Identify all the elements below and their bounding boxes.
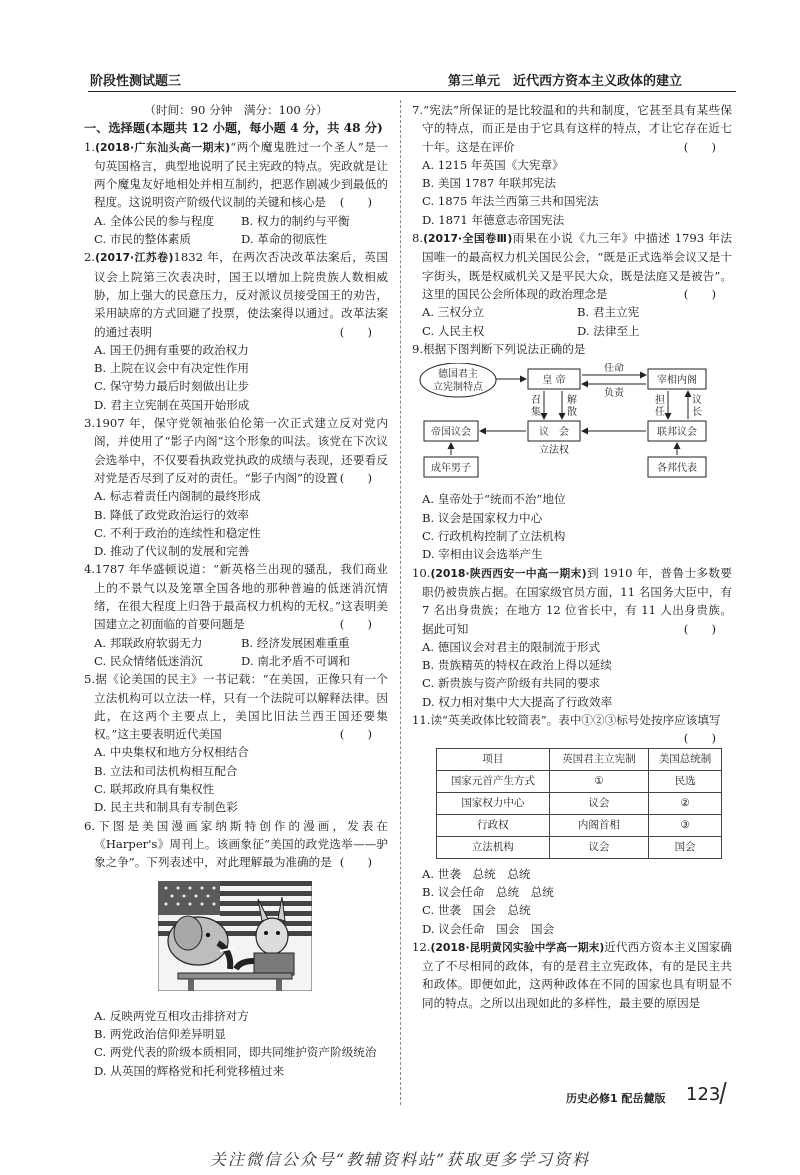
q3-answer-paren: ( ) bbox=[339, 470, 372, 485]
table-row: 项目 英国君主立宪制 美国总统制 bbox=[437, 748, 722, 770]
q4-text: 1787 年华盛顿说道：“新英格兰出现的骚乱，我们商业上的不景气以及笼罩全国各地的那种普遍的低迷消沉情绪，在很大程度上归咎于最高权力机构的无权。”这表明美国建立之初面临的首要问题是 bbox=[94, 562, 388, 632]
q7-text: “宪法”所保证的是比较温和的共和制度，它甚至具有某些保守的特点，而正是由于它具有这样的特点，才让它存在近七十年。这是在评价 bbox=[422, 103, 732, 154]
q12-text: 近代西方资本主义国家确立了不尽相同的政体，有的是君主立宪政体，有的是民主共和政体。即便如此，这两种政体在不同的国家也具有明显不同的特点。之所以出现如此的多样性，最主要的原因是 bbox=[422, 939, 732, 1010]
table-row: 行政权 内阁首相 ③ bbox=[437, 814, 722, 836]
diagram-summon-2: 集 bbox=[531, 407, 541, 419]
q2-answer-paren: ( ) bbox=[339, 324, 372, 339]
table-row: 立法机构 议会 国会 bbox=[437, 836, 722, 858]
comparison-table bbox=[436, 748, 722, 859]
q6-answer-paren: ( ) bbox=[339, 855, 372, 870]
q3-option-d: D. 推动了代议制的发展和完善 bbox=[94, 544, 250, 559]
q10-option-d: D. 权力相对集中大大提高了行政效率 bbox=[422, 694, 613, 709]
q1-source: (2018·广东汕头高一期末) bbox=[95, 140, 231, 154]
q2-option-b: B. 上院在议会中有决定性作用 bbox=[94, 361, 250, 376]
diagram-states-reps-label: 各邦代表 bbox=[657, 463, 697, 475]
q6-option-c: C. 两党代表的阶级本质相同，即共同维护资产阶级统治 bbox=[94, 1045, 377, 1060]
diagram-legislative-label: 立法权 bbox=[539, 445, 569, 457]
header-rule bbox=[88, 91, 736, 92]
q1-option-c: C. 市民的整体素质 bbox=[94, 232, 191, 247]
question-5: 5.据《论美国的民主》一书记载：“在美国，正像只有一个立法机构可以立法一样，只有一个法院可以解释法律。因此，在这两个主要点上，美国比旧法兰西王国还要集权。”这主要表明近代美国 ( ) A. 中央集权和地方分权相结合 B. 立法和司法机构相互配合 C. 联邦政府具有集权性 D. 民主共和制具有专制色彩 bbox=[84, 670, 388, 816]
q5-option-b: B. 立法和司法机构相互配合 bbox=[94, 763, 238, 778]
q11-option-d: D. 议会任命 国会 国会 bbox=[422, 921, 555, 936]
q2-option-c: C. 保守势力最后时刻做出让步 bbox=[94, 379, 249, 394]
table-row: 国家权力中心 议会 ② bbox=[437, 792, 722, 814]
diagram-dissolve-1: 解 bbox=[567, 395, 577, 407]
diagram-emperor-label: 皇 帝 bbox=[542, 375, 566, 387]
diagram-adult-men-label: 成年男子 bbox=[431, 463, 471, 475]
german-constitution-diagram bbox=[416, 363, 716, 481]
q4-answer-paren: ( ) bbox=[339, 617, 372, 632]
section-title: 一、选择题(本题共 12 小题，每小题 4 分，共 48 分) bbox=[84, 121, 383, 136]
diagram-serve-2: 任 bbox=[655, 407, 665, 419]
page-slash-mark bbox=[719, 1082, 726, 1104]
q2-source: (2017·江苏卷) bbox=[95, 251, 174, 265]
q8-option-b: B. 君主立宪 bbox=[577, 305, 640, 320]
diagram-preside-2: 长 bbox=[692, 407, 702, 419]
q9-option-a: A. 皇帝处于“统而不治”地位 bbox=[422, 492, 566, 507]
q9-option-c: C. 行政机构控制了立法机构 bbox=[422, 529, 566, 544]
q2-option-a: A. 国王仍拥有重要的政治权力 bbox=[94, 342, 249, 357]
diagram-dissolve-2: 散 bbox=[567, 407, 577, 419]
q5-option-a: A. 中央集权和地方分权相结合 bbox=[94, 745, 249, 760]
question-2: 2.(2017·江苏卷)1832 年，在两次否决改革法案后，英国议会上院第三次表决时，国王以增加上院贵族人数相威胁，加上强大的民意压力，反对派议员接受国王的劝告，采用缺席的方式回避了投票，使法案得以通过。改革法案的通过表明 ( ) A. 国王仍拥有重要的政治权力 B. 上院在议会中有决定性作用 C. 保守势力最后时刻做出让步 D. 君主立宪制在英国开始形成 bbox=[84, 248, 388, 414]
q10-answer-paren: ( ) bbox=[683, 621, 716, 636]
q7-option-c: C. 1875 年法兰西第三共和国宪法 bbox=[422, 194, 599, 209]
q10-option-b: B. 贵族精英的特权在政治上得以延续 bbox=[422, 658, 612, 673]
q8-answer-paren: ( ) bbox=[683, 286, 716, 301]
q7-option-b: B. 美国 1787 年联邦宪法 bbox=[422, 176, 556, 191]
q1-option-d: D. 革命的彻底性 bbox=[241, 232, 327, 247]
q8-source: (2017·全国卷Ⅲ) bbox=[423, 232, 513, 246]
diagram-reichstag-label: 帝国议会 bbox=[431, 427, 471, 439]
page-number: 123 bbox=[686, 1084, 721, 1105]
q1-option-a: A. 全体公民的参与程度 bbox=[94, 213, 215, 228]
table-row: 国家元首产生方式 ① 民选 bbox=[437, 770, 722, 792]
q2-text: 1832 年，在两次否决改革法案后，英国议会上院第三次表决时，国王以增加上院贵族人数相威胁，加上强大的民意压力，反对派议员接受国王的劝告，采用缺席的方式回避了投票，使法案得以通过。改革法案的通过表明 bbox=[94, 250, 388, 339]
q10-option-a: A. 德国议会对君主的限制流于形式 bbox=[422, 639, 601, 654]
elephant-donkey-cartoon-image bbox=[158, 881, 312, 991]
q5-option-c: C. 联邦政府具有集权性 bbox=[94, 781, 215, 796]
question-7: 7.“宪法”所保证的是比较温和的共和制度，它甚至具有某些保守的特点，而正是由于它具有这样的特点，才让它存在近七十年。这是在评价 ( ) A. 1215 年英国《大宪章》 B. 美国 1787 年联邦宪法 C. 1875 年法兰西第三共和国宪法 D. 1871 年德意志帝国宪法 bbox=[412, 101, 732, 229]
q8-option-c: C. 人民主权 bbox=[422, 323, 485, 338]
question-11: 11.读“英美政体比较简表”。表中①②③标号处按序应该填写 ( ) 项目 英国君主立宪制 美国总统制 国家元首产生方式 ① 民选 国家权力中心 议会 ② 行政权 内阁首相 ③ 立法机构 议会 国会 A. 世袭 总统 总统 B. 议会任命 总统 总统 C. 世袭 国会 总统 D. 议会任命 国会 国会 bbox=[412, 711, 732, 938]
diagram-bundesrat-label: 联邦议会 bbox=[657, 427, 697, 439]
diagram-parliament-label: 议 会 bbox=[539, 427, 569, 439]
bottom-handwritten-note: 关注微信公众号“教辅资料站”获取更多学习资料 bbox=[209, 1150, 591, 1169]
q6-option-d: D. 从英国的辉格党和托利党移植过来 bbox=[94, 1063, 285, 1078]
q7-option-a: A. 1215 年英国《大宪章》 bbox=[422, 157, 564, 172]
header-unit-label: 阶段性测试题三 bbox=[90, 74, 182, 89]
question-4: 4.1787 年华盛顿说道：“新英格兰出现的骚乱，我们商业上的不景气以及笼罩全国各地的那种普遍的低迷消沉情绪，在很大程度上归咎于最高权力机构的无权。”这表明美国建立之初面临的首要问题是 ( ) A. 邦联政府软弱无力 B. 经济发展困难重重 C. 民众情绪低迷消沉 D. 南北矛盾不可调和 bbox=[84, 560, 388, 670]
question-10: 10.(2018·陕西西安一中高一期末)到 1910 年，普鲁士多数要职仍被贵族占据。在国家级官员方面，11 名国务大臣中，有 7 名出身贵族；在地方 12 位省长中，有 11 人出身贵族。据此可知 ( ) A. 德国议会对君主的限制流于形式 B. 贵族精英的特权在政治上得以延续 C. 新贵族与资产阶级有共同的要求 D. 权力相对集中大大提高了行政效率 bbox=[412, 564, 732, 711]
question-12: 12.(2018·昆明黄冈实验中学高一期末)近代西方资本主义国家确立了不尽相同的政体，有的是君主立宪政体，有的是民主共和政体。即便如此，这两种政体在不同的国家也具有明显不同的特点。之所以出现如此的多样性，最主要的原因是 bbox=[412, 939, 732, 1010]
q2-option-d: D. 君主立宪制在英国开始形成 bbox=[94, 397, 250, 412]
q5-answer-paren: ( ) bbox=[339, 727, 372, 742]
q3-option-b: B. 降低了政党政治运行的效率 bbox=[94, 507, 250, 522]
q4-option-a: A. 邦联政府软弱无力 bbox=[94, 635, 203, 650]
q4-option-c: C. 民众情绪低迷消沉 bbox=[94, 653, 203, 668]
q9-option-d: D. 宰相由议会选举产生 bbox=[422, 547, 543, 562]
column-divider bbox=[400, 100, 401, 1105]
q10-option-c: C. 新贵族与资产阶级有共同的要求 bbox=[422, 676, 601, 691]
diagram-oval-line1: 德国君主 bbox=[438, 369, 478, 381]
q8-option-a: A. 三权分立 bbox=[422, 305, 485, 320]
q7-option-d: D. 1871 年德意志帝国宪法 bbox=[422, 212, 565, 227]
header-unit-title: 第三单元 近代西方资本主义政体的建立 bbox=[448, 74, 683, 89]
q6-text: 下图是美国漫画家纳斯特创作的漫画，发表在《Harper's》周刊上。该画象征“美国的政党选举——驴象之争”。下列表述中，对此理解最为准确的是 bbox=[94, 818, 388, 870]
q11-option-b: B. 议会任命 总统 总统 bbox=[422, 884, 554, 899]
q4-option-d: D. 南北矛盾不可调和 bbox=[241, 653, 351, 668]
diagram-summon-1: 召 bbox=[531, 395, 541, 407]
q5-option-d: D. 民主共和制具有专制色彩 bbox=[94, 800, 238, 815]
q11-text: 读“英美政体比较简表”。表中①②③标号处按序应该填写 bbox=[430, 713, 721, 728]
q11-answer-paren: ( ) bbox=[683, 731, 716, 746]
question-6: 6.下图是美国漫画家纳斯特创作的漫画，发表在《Harper's》周刊上。该画象征“美国的政党选举——驴象之争”。下列表述中，对此理解最为准确的是 ( ) A. 反映两党互相攻击排挤对方 B. 两党政治信仰差异明显 C. 两党代表的阶级本质相同，即共同维护资产阶级统治 D. 从英国的辉格党和托利党移植过来 bbox=[84, 817, 388, 1080]
right-column bbox=[412, 101, 732, 1012]
diagram-responsible-label: 负责 bbox=[604, 388, 624, 400]
q8-option-d: D. 法律至上 bbox=[577, 323, 640, 338]
q10-source: (2018·陕西西安一中高一期末) bbox=[430, 566, 587, 580]
q1-text: “两个魔鬼胜过一个圣人”是一句英国格言，典型地说明了民主宪政的特点。宪政就是让两个魔鬼友好地相处并相互制约，把恶作剧减少到最低的程度。这说明资产阶级代议制的关键和核心是 bbox=[94, 139, 388, 210]
q1-answer-paren: ( ) bbox=[339, 195, 372, 210]
q3-option-c: C. 不利于政治的连续性和稳定性 bbox=[94, 525, 261, 540]
q9-option-b: B. 议会是国家权力中心 bbox=[422, 510, 543, 525]
q12-source: (2018·昆明黄冈实验中学高一期末) bbox=[430, 940, 605, 954]
q3-option-a: A. 标志着责任内阁制的最终形成 bbox=[94, 489, 261, 504]
question-3: 3.1907 年，保守党领袖张伯伦第一次正式建立反对党内阁，并使用了“影子内阁”这个形象的叫法。该党在下次议会选举中，不仅要看执政党执政的成绩与表现，还要看反对党是否尽到了反对的责任。“影子内阁”的设置 ( ) A. 标志着责任内阁制的最终形成 B. 降低了政党政治运行的效率 C. 不利于政治的连续性和稳定性 D. 推动了代议制的发展和完善 bbox=[84, 414, 388, 560]
q4-option-b: B. 经济发展困难重重 bbox=[241, 635, 350, 650]
diagram-serve-1: 担 bbox=[655, 395, 665, 407]
question-1: 1.(2018·广东汕头高一期末)“两个魔鬼胜过一个圣人”是一句英国格言，典型地说明了民主宪政的特点。宪政就是让两个魔鬼友好地相处并相互制约，把恶作剧减少到最低的程度。这说明资产阶级代议制的关键和核心是 ( ) A. 全体公民的参与程度 B. 权力的制约与平衡 C. 市民的整体素质 D. 革命的彻底性 bbox=[84, 138, 388, 249]
left-column bbox=[84, 101, 388, 1080]
q5-text: 据《论美国的民主》一书记载：“在美国，正像只有一个立法机构可以立法一样，只有一个法院可以解释法律。因此，在这两个主要点上，美国比旧法兰西王国还要集权。”这主要表明近代美国 bbox=[94, 672, 388, 742]
q7-answer-paren: ( ) bbox=[683, 139, 716, 154]
q3-text: 1907 年，保守党领袖张伯伦第一次正式建立反对党内阁，并使用了“影子内阁”这个形象的叫法。该党在下次议会选举中，不仅要看执政党执政的成绩与表现，还要看反对党是否尽到了反对的责任。“影子内阁”的设置 bbox=[94, 416, 388, 485]
q10-text: 到 1910 年，普鲁士多数要职仍被贵族占据。在国家级官员方面，11 名国务大臣中，有 7 名出身贵族；在地方 12 位省长中，有 11 人出身贵族。据此可知 bbox=[422, 565, 732, 636]
question-9 bbox=[412, 340, 732, 564]
diagram-oval-line2: 立宪制特点 bbox=[433, 382, 483, 394]
q1-option-b: B. 权力的制约与平衡 bbox=[241, 213, 350, 228]
time-score-line: （时间：90 分钟 满分：100 分） bbox=[144, 103, 328, 117]
q6-option-a: A. 反映两党互相攻击排挤对方 bbox=[94, 1008, 249, 1023]
q11-option-a: A. 世袭 总统 总统 bbox=[422, 866, 531, 881]
diagram-preside-1: 议 bbox=[692, 395, 702, 407]
q11-option-c: C. 世袭 国会 总统 bbox=[422, 903, 531, 918]
question-8: 8.(2017·全国卷Ⅲ)雨果在小说《九三年》中描述 1793 年法国唯一的最高权力机关国民公会，“既是正式选举会议又是十字街头，既是权威机关又是平民大众，既是法庭又是被告”。这里的国民公会所体现的政治理念是 ( ) A. 三权分立 B. 君主立宪 C. 人民主权 D. 法律至上 bbox=[412, 229, 732, 340]
diagram-chancellor-label: 宰相内阁 bbox=[657, 375, 697, 387]
q8-text: 雨果在小说《九三年》中描述 1793 年法国唯一的最高权力机关国民公会，“既是正式选举会议又是十字街头，既是权威机关又是平民大众，既是法庭又是被告”。这里的国民公会所体现的政治理念是 bbox=[422, 231, 732, 301]
footer-book-label: 历史必修1 配岳麓版 bbox=[566, 1092, 666, 1105]
q6-option-b: B. 两党政治信仰差异明显 bbox=[94, 1027, 226, 1042]
diagram-appoint-label: 任命 bbox=[604, 363, 624, 375]
q9-text: 9.根据下图判断下列说法正确的是 bbox=[412, 341, 586, 356]
